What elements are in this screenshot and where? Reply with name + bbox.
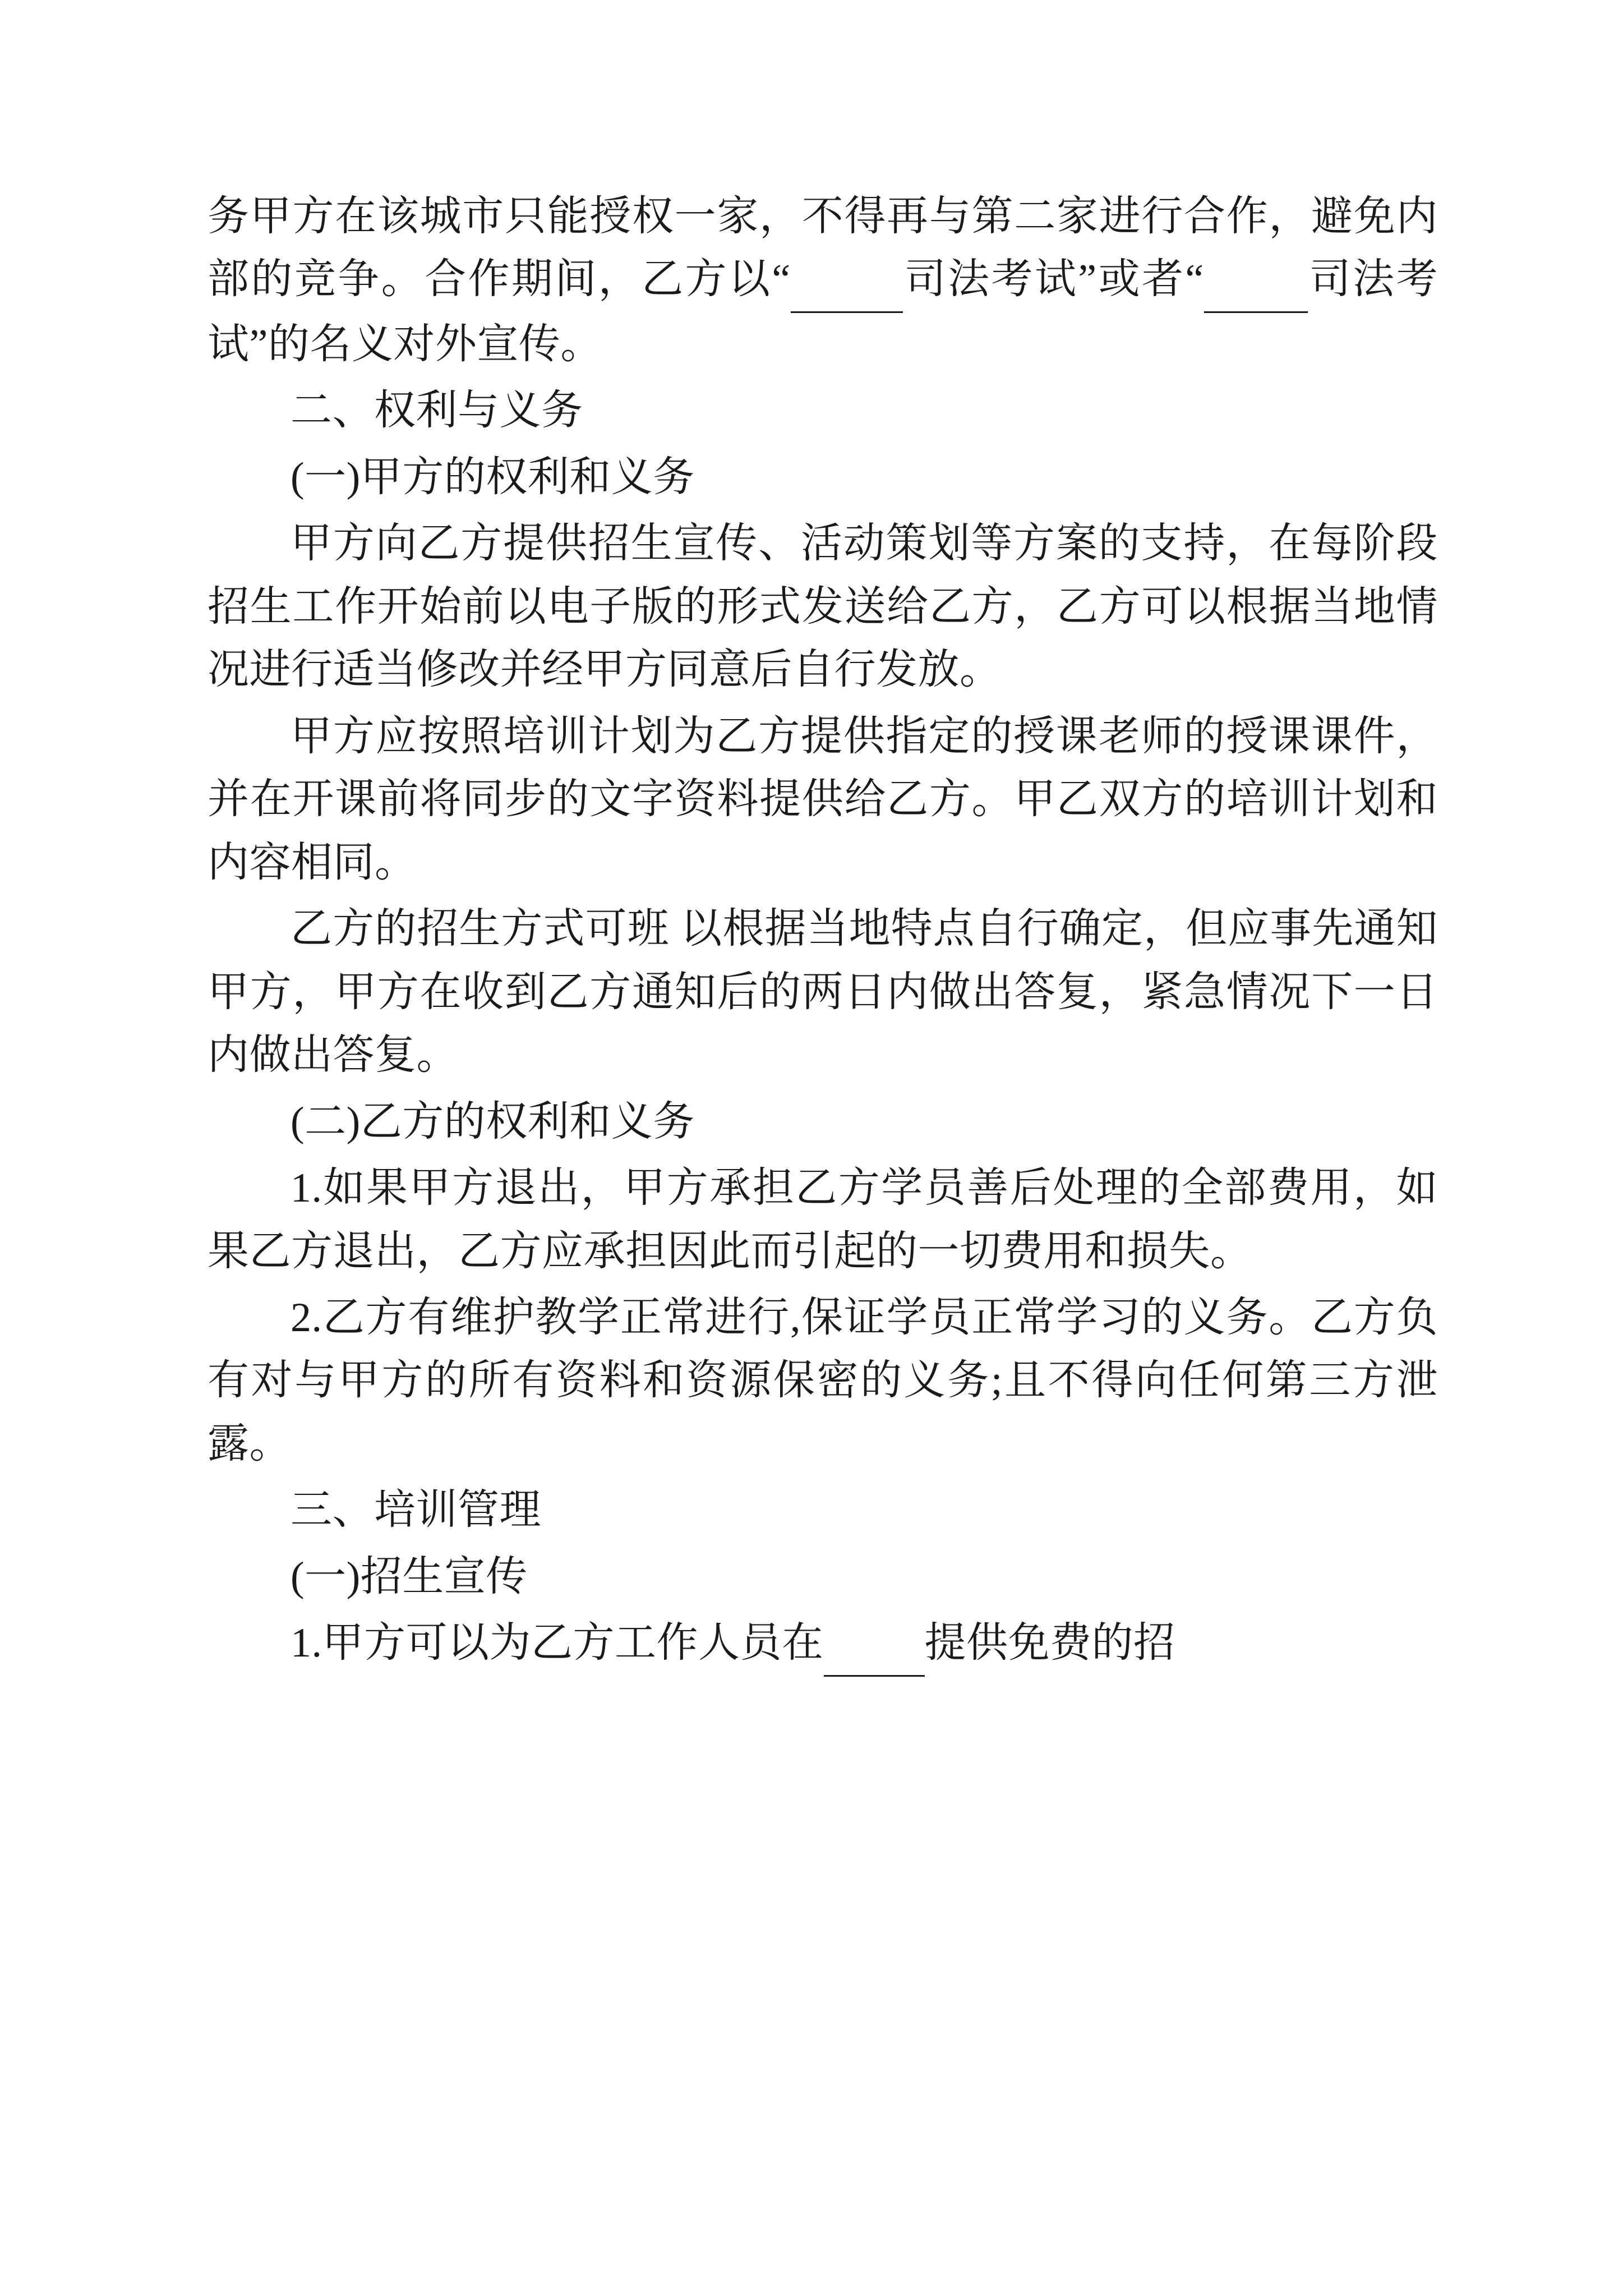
- fill-in-blank[interactable]: [824, 1612, 925, 1676]
- paragraph: [208, 379, 1438, 442]
- paragraph-text: 1.甲方可以为乙方工作人员在: [291, 1620, 824, 1667]
- paragraph: [208, 1157, 1438, 1283]
- paragraph-text: 甲方向乙方提供招生宣传、活动策划等方案的支持，在每阶段招生工作开始前以电子版的形式发送给乙方，乙方可以根据当地情况进行适当修改并经甲方同意后自行发放。: [208, 521, 1438, 693]
- fill-in-blank[interactable]: [1204, 248, 1308, 312]
- paragraph-text: 务甲方在该城市只能授权一家，不得再与第二家进行合作，避免内部的竞争。合作期间，乙方以“: [208, 194, 1438, 303]
- paragraph-text: 三、培训管理: [291, 1487, 541, 1534]
- paragraph-text: (一)招生宣传: [291, 1553, 528, 1600]
- paragraph-text: 司法考试”或者“: [902, 256, 1204, 303]
- paragraph: [208, 1286, 1438, 1475]
- paragraph-text: (二)乙方的权利和义务: [291, 1098, 695, 1145]
- paragraph: [208, 185, 1438, 376]
- paragraph: [208, 446, 1438, 509]
- paragraph: [208, 1091, 1438, 1153]
- paragraph-text: 2.乙方有维护教学正常进行,保证学员正常学习的义务。乙方负有对与甲方的所有资料和资源保密的义务;且不得向任何第三方泄露。: [208, 1294, 1438, 1467]
- paragraph: [208, 512, 1438, 701]
- paragraph: [208, 1612, 1438, 1676]
- paragraph-text: (一)甲方的权利和义务: [291, 454, 695, 500]
- paragraph-text: 司法考试”的名义对外宣传。: [208, 256, 1438, 367]
- document-body: [208, 185, 1438, 1677]
- paragraph: [208, 898, 1438, 1087]
- paragraph: [208, 1545, 1438, 1608]
- paragraph-text: 1.如果甲方退出，甲方承担乙方学员善后处理的全部费用，如果乙方退出，乙方应承担因此而引起的一切费用和损失。: [208, 1165, 1438, 1274]
- paragraph-text: 乙方的招生方式可班 以根据当地特点自行确定，但应事先通知甲方，甲方在收到乙方通知后的两日内做出答复，紧急情况下一日内做出答复。: [208, 906, 1438, 1079]
- paragraph: [208, 1479, 1438, 1542]
- paragraph-text: 甲方应按照培训计划为乙方提供指定的授课老师的授课课件，并在开课前将同步的文字资料提供给乙方。甲乙双方的培训计划和内容相同。: [208, 713, 1438, 886]
- fill-in-blank[interactable]: [791, 248, 903, 312]
- paragraph: [208, 705, 1438, 894]
- paragraph-text: 二、权利与义务: [291, 388, 583, 434]
- paragraph-text: 提供免费的招: [924, 1620, 1175, 1667]
